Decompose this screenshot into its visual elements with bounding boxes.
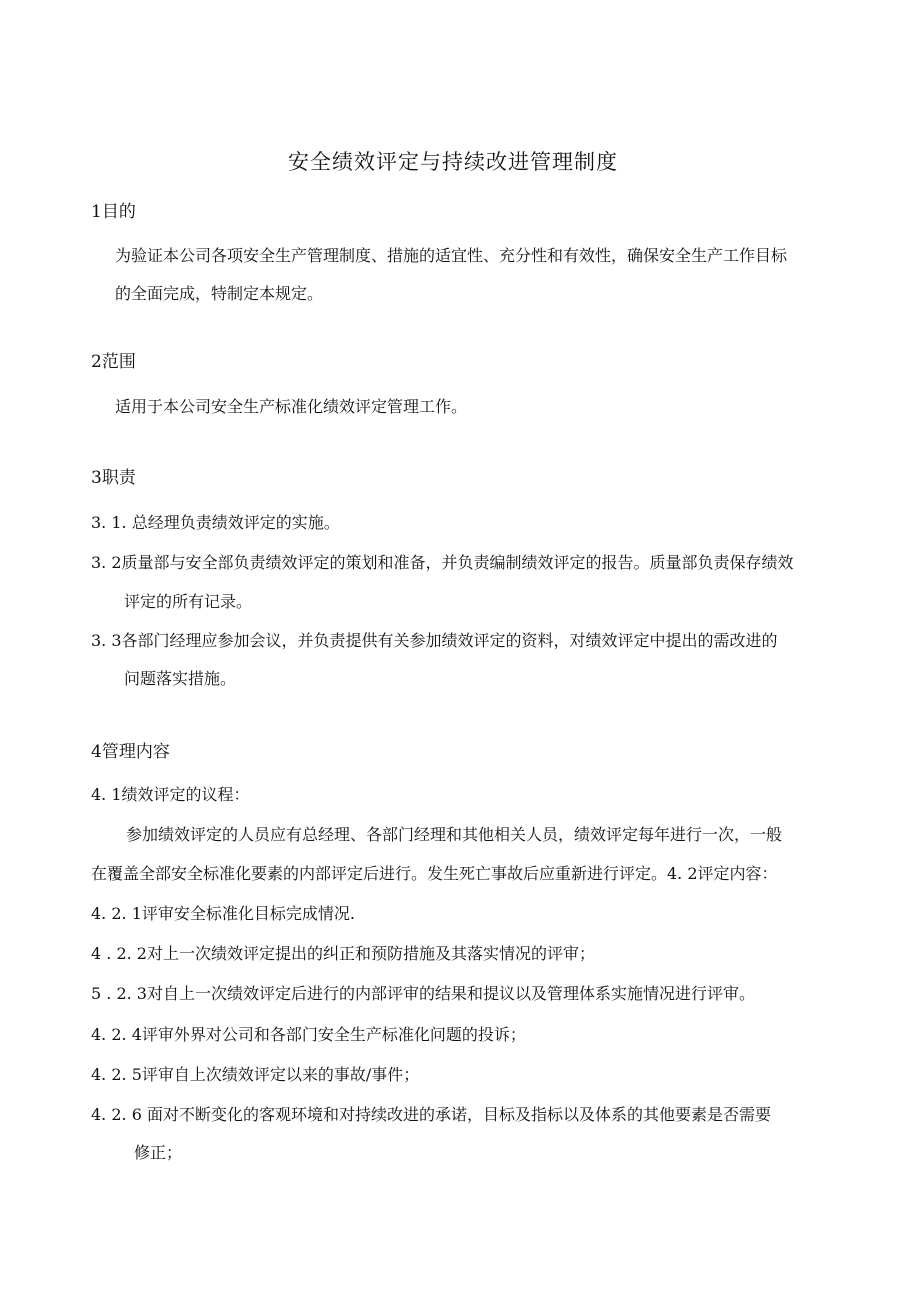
section-4-2-6-line-2: 修正； [134, 1143, 183, 1162]
section-3-item-2-line-2: 评定的所有记录。 [124, 592, 253, 611]
section-4-2-5: 4. 2. 5评审自上次绩效评定以来的事故/事件； [91, 1065, 420, 1084]
section-1-paragraph-line-2: 的全面完成，特制定本规定。 [115, 284, 324, 303]
section-3-item-3-line-1: 3. 3各部门经理应参加会议，并负责提供有关参加绩效评定的资料，对绩效评定中提出的需改进的 [91, 631, 778, 650]
section-4-2-1: 4. 2. 1评审安全标准化目标完成情况. [91, 904, 355, 923]
section-3-heading: 3职责 [91, 468, 136, 488]
section-4-paragraph-line-1: 参加绩效评定的人员应有总经理、各部门经理和其他相关人员，绩效评定每年进行一次，一般 [126, 825, 783, 844]
document-title: 安全绩效评定与持续改进管理制度 [288, 150, 618, 174]
section-4-1-heading: 4. 1绩效评定的议程： [91, 785, 250, 804]
section-4-heading: 4管理内容 [91, 742, 170, 762]
section-2-heading: 2范围 [91, 352, 136, 372]
section-2-paragraph: 适用于本公司安全生产标准化绩效评定管理工作。 [115, 397, 468, 416]
section-3-item-2-line-1: 3. 2质量部与安全部负责绩效评定的策划和准备，并负责编制绩效评定的报告。质量部负责保存绩效 [91, 553, 794, 572]
section-3-item-1: 3. 1. 总经理负责绩效评定的实施。 [91, 513, 340, 532]
section-4-2-6-line-1: 4. 2. 6 面对不断变化的客观环境和对持续改进的承诺，目标及指标以及体系的其他要素是否需要 [91, 1105, 771, 1124]
section-4-2-4: 4. 2. 4评审外界对公司和各部门安全生产标准化问题的投诉； [91, 1025, 526, 1044]
section-4-paragraph-line-2: 在覆盖全部安全标准化要素的内部评定后进行。发生死亡事故后应重新进行评定。4. 2评定内容： [91, 864, 778, 883]
section-1-heading: 1目的 [91, 202, 136, 222]
section-1-paragraph-line-1: 为验证本公司各项安全生产管理制度、措施的适宜性、充分性和有效性，确保安全生产工作目标 [115, 246, 788, 265]
section-4-2-3: 5 . 2. 3对自上一次绩效评定后进行的内部评审的结果和提议以及管理体系实施情况进行评审。 [91, 984, 755, 1003]
section-3-item-3-line-2: 问题落实措施。 [124, 669, 237, 688]
section-4-2-2: 4 . 2. 2对上一次绩效评定提出的纠正和预防措施及其落实情况的评审； [91, 944, 595, 963]
